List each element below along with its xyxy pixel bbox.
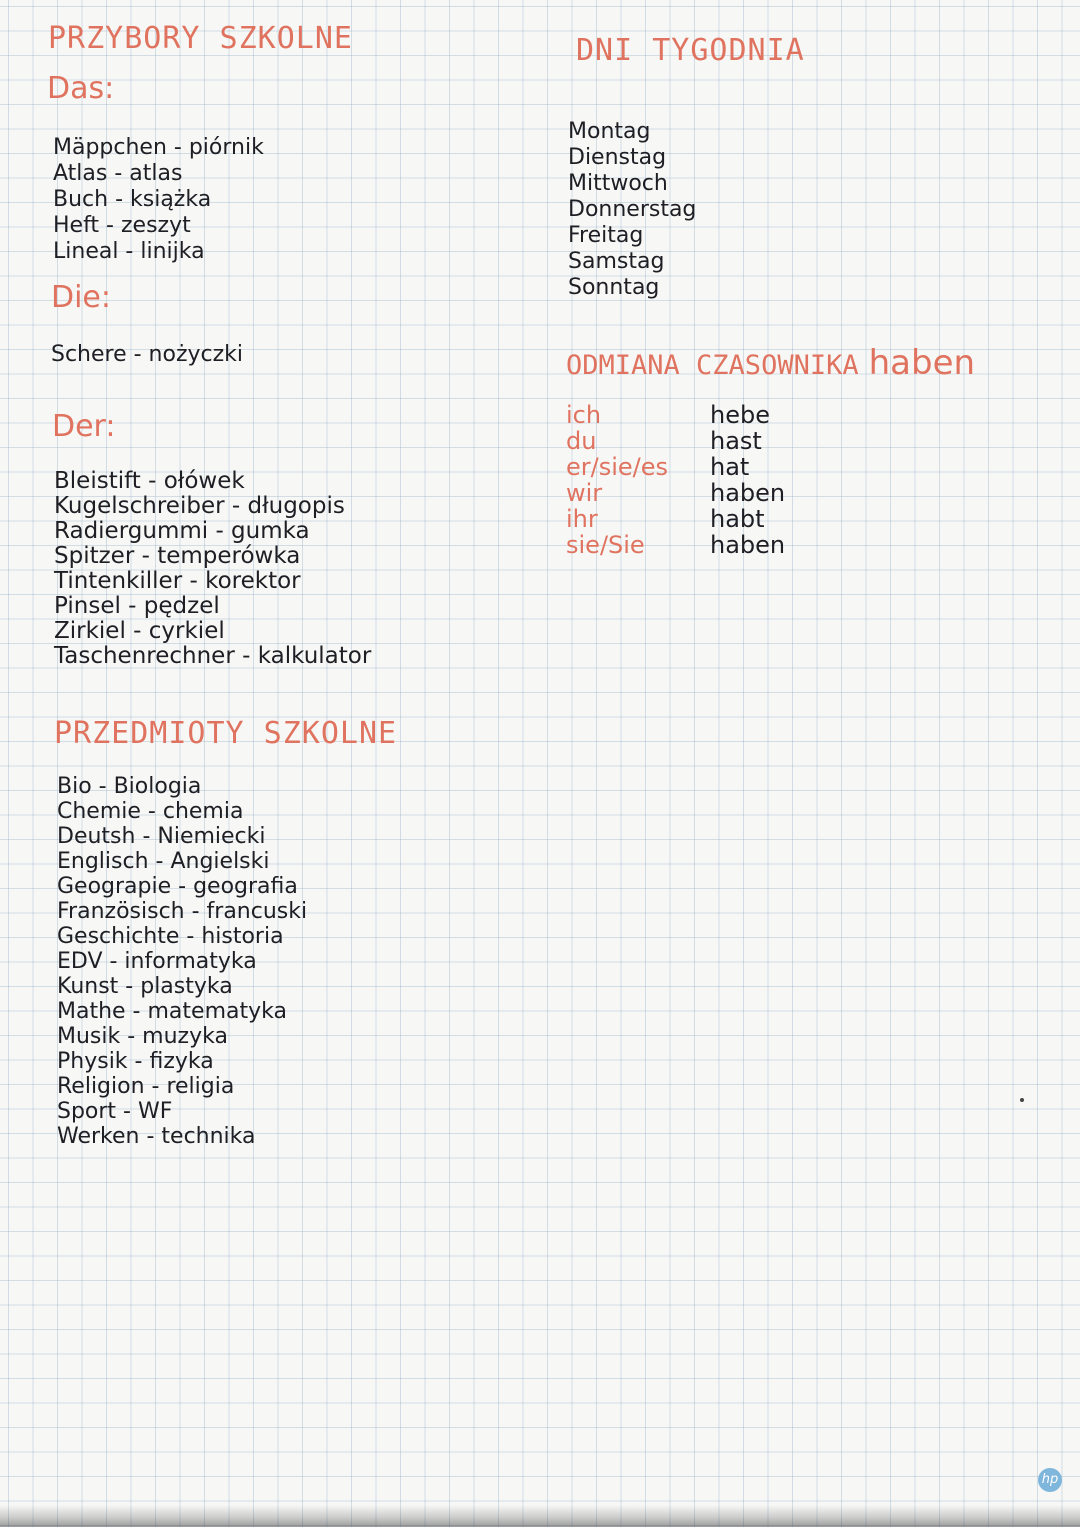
- list-item: Kunst - plastyka: [57, 974, 233, 999]
- list-item: Bio - Biologia: [57, 774, 202, 799]
- verb-form: haben: [710, 531, 786, 559]
- verb-form: hat: [710, 453, 750, 481]
- list-item: Spitzer - temperówka: [54, 543, 301, 569]
- conjugation-row: [566, 428, 785, 454]
- list-item: Heft - zeszyt: [53, 213, 191, 238]
- conjugation-row: [566, 402, 785, 428]
- list-item: Französisch - francuski: [57, 899, 308, 924]
- pronoun: wir: [566, 479, 603, 507]
- list-item: Atlas - atlas: [53, 161, 183, 186]
- list-item: EDV - informatyka: [57, 949, 257, 974]
- conjugation-table: [566, 402, 785, 558]
- conjugation-row: [566, 532, 785, 558]
- page-edge-shadow: [0, 1505, 1080, 1527]
- list-item: Mathe - matematyka: [57, 999, 287, 1024]
- conjugation-row: [566, 506, 785, 532]
- list-item: Geschichte - historia: [57, 924, 284, 949]
- label-der: Der:: [52, 409, 116, 444]
- list-item: Kugelschreiber - długopis: [54, 493, 345, 519]
- list-item: Zirkiel - cyrkiel: [54, 618, 225, 644]
- label-die: Die:: [51, 280, 111, 315]
- list-item: Mittwoch: [568, 171, 668, 196]
- heading-school-subjects: PRZEDMIOTY SZKOLNE: [54, 716, 398, 751]
- list-item: Taschenrechner - kalkulator: [54, 643, 372, 669]
- list-item: Geograpie - geografia: [57, 874, 298, 899]
- hp-logo-icon: hp: [1038, 1468, 1062, 1492]
- verb-form: habt: [710, 505, 765, 533]
- list-item: Sport - WF: [57, 1099, 173, 1124]
- conj-heading-text: ODMIANA CZASOWNIKA: [566, 350, 859, 381]
- list-subjects: [57, 774, 307, 1149]
- list-item: Werken - technika: [57, 1124, 256, 1149]
- heading-days-of-week: DNI TYGODNIA: [576, 33, 805, 68]
- list-item: Sonntag: [568, 275, 660, 300]
- ink-dot: [1020, 1098, 1024, 1102]
- heading-verb-conjugation: [566, 343, 976, 383]
- pronoun: ich: [566, 401, 602, 429]
- list-item: Samstag: [568, 249, 665, 274]
- conjugation-row: [566, 454, 785, 480]
- list-item: Buch - książka: [53, 187, 212, 212]
- list-item: Musik - muzyka: [57, 1024, 228, 1049]
- list-item: Bleistift - ołówek: [54, 468, 245, 494]
- pronoun: er/sie/es: [566, 453, 669, 481]
- list-das: [53, 135, 264, 265]
- list-item: Chemie - chemia: [57, 799, 244, 824]
- verb-form: hast: [710, 427, 762, 455]
- conjugation-row: [566, 480, 785, 506]
- list-item: Donnerstag: [568, 197, 697, 222]
- list-die: [51, 342, 243, 368]
- list-days: [568, 119, 696, 301]
- list-item: Dienstag: [568, 145, 667, 170]
- list-item: Deutsh - Niemiecki: [57, 824, 266, 849]
- list-item: Englisch - Angielski: [57, 849, 270, 874]
- list-item: Physik - fizyka: [57, 1049, 214, 1074]
- list-item: Mäppchen - piórnik: [53, 135, 264, 160]
- pronoun: sie/Sie: [566, 531, 645, 559]
- verb-form: hebe: [710, 401, 770, 429]
- list-item: Lineal - linijka: [53, 239, 205, 264]
- list-item: Pinsel - pędzel: [54, 593, 220, 619]
- list-item: Freitag: [568, 223, 644, 248]
- list-item: Religion - religia: [57, 1074, 235, 1099]
- heading-school-supplies: PRZYBORY SZKOLNE: [48, 21, 353, 56]
- list-item: Montag: [568, 119, 651, 144]
- label-das: Das:: [47, 71, 115, 106]
- verb-form: haben: [710, 479, 786, 507]
- list-der: [54, 469, 371, 669]
- list-item: Radiergummi - gumka: [54, 518, 310, 544]
- list-item: Schere - nożyczki: [51, 342, 244, 367]
- conj-verb: haben: [868, 343, 976, 383]
- pronoun: ihr: [566, 505, 598, 533]
- pronoun: du: [566, 427, 597, 455]
- list-item: Tintenkiller - korektor: [54, 568, 301, 594]
